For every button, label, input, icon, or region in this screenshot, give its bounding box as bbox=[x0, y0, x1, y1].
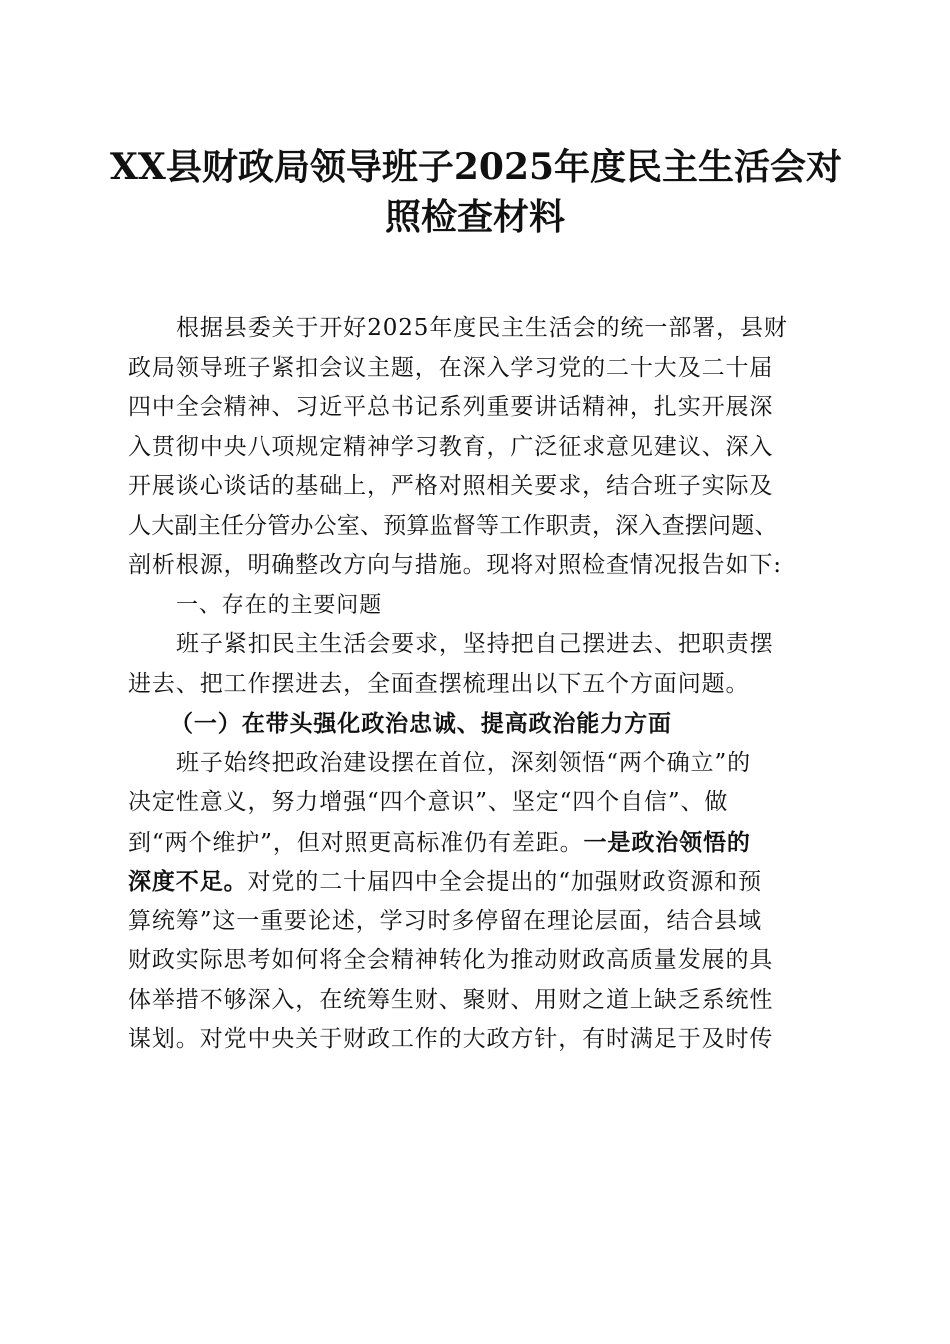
paragraph-line: 决定性意义，努力增强“四个意识”、坚定“四个自信”、做 bbox=[128, 789, 729, 815]
paragraph-line: 班子始终把政治建设摆在首位，深刻领悟“两个确立”的 bbox=[176, 749, 752, 776]
paragraph-line: 体举措不够深入，在统筹生财、聚财、用财之道上缺乏系统性 bbox=[128, 986, 774, 1013]
subsection-heading: （一）在带头强化政治忠诚、提高政治能力方面 bbox=[170, 710, 672, 737]
paragraph-line: 政局领导班子紧扣会议主题，在深入学习党的二十大及二十届 bbox=[128, 354, 774, 381]
bold-point-label: 深度不足。 bbox=[128, 868, 248, 895]
title-line-2: 照检查材料 bbox=[384, 196, 565, 238]
bold-point-label: 一是政治领悟的 bbox=[583, 828, 751, 856]
paragraph-line: 开展谈心谈话的基础上，严格对照相关要求，结合班子实际及 bbox=[128, 473, 774, 499]
paragraph-line: 入贯彻中央八项规定精神学习教育，广泛征求意见建议、深入 bbox=[128, 433, 774, 460]
document-title bbox=[110, 142, 843, 242]
paragraph-line: 人大副主任分管办公室、预算监督等工作职责，深入查摆问题、 bbox=[128, 512, 778, 539]
paragraph-line bbox=[128, 823, 828, 863]
title-line-1: XX县财政局领导班子2025年度民主生活会对 bbox=[110, 146, 843, 188]
paragraph-line: 谋划。对党中央关于财政工作的大政方针，有时满足于及时传 bbox=[128, 1026, 774, 1052]
paragraph-line: 班子紧扣民主生活会要求，坚持把自己摆进去、把职责摆 bbox=[176, 631, 774, 657]
document-body bbox=[128, 309, 828, 1060]
paragraph-text: 对党的二十届四中全会提出的“加强财政资源和预 bbox=[247, 869, 763, 895]
paragraph-line: 进去、把工作摆进去，全面查摆梳理出以下五个方面问题。 bbox=[128, 670, 750, 697]
paragraph-line: 四中全会精神、习近平总书记系列重要讲话精神，扎实开展深 bbox=[128, 394, 774, 420]
paragraph-line: 财政实际思考如何将全会精神转化为推动财政高质量发展的具 bbox=[128, 947, 774, 973]
section-heading: 一、存在的主要问题 bbox=[176, 592, 383, 618]
paragraph-line: 剖析根源，明确整改方向与措施。现将对照检查情况报告如下: bbox=[128, 552, 782, 578]
paragraph-line: 算统筹”这一重要论述，学习时多停留在理论层面，结合县域 bbox=[128, 907, 763, 934]
paragraph-line: 根据县委关于开好2025年度民主生活会的统一部署，县财 bbox=[176, 315, 788, 341]
paragraph-line bbox=[128, 862, 828, 902]
paragraph-text: 到“两个维护”，但对照更高标准仍有差距。 bbox=[128, 829, 584, 856]
